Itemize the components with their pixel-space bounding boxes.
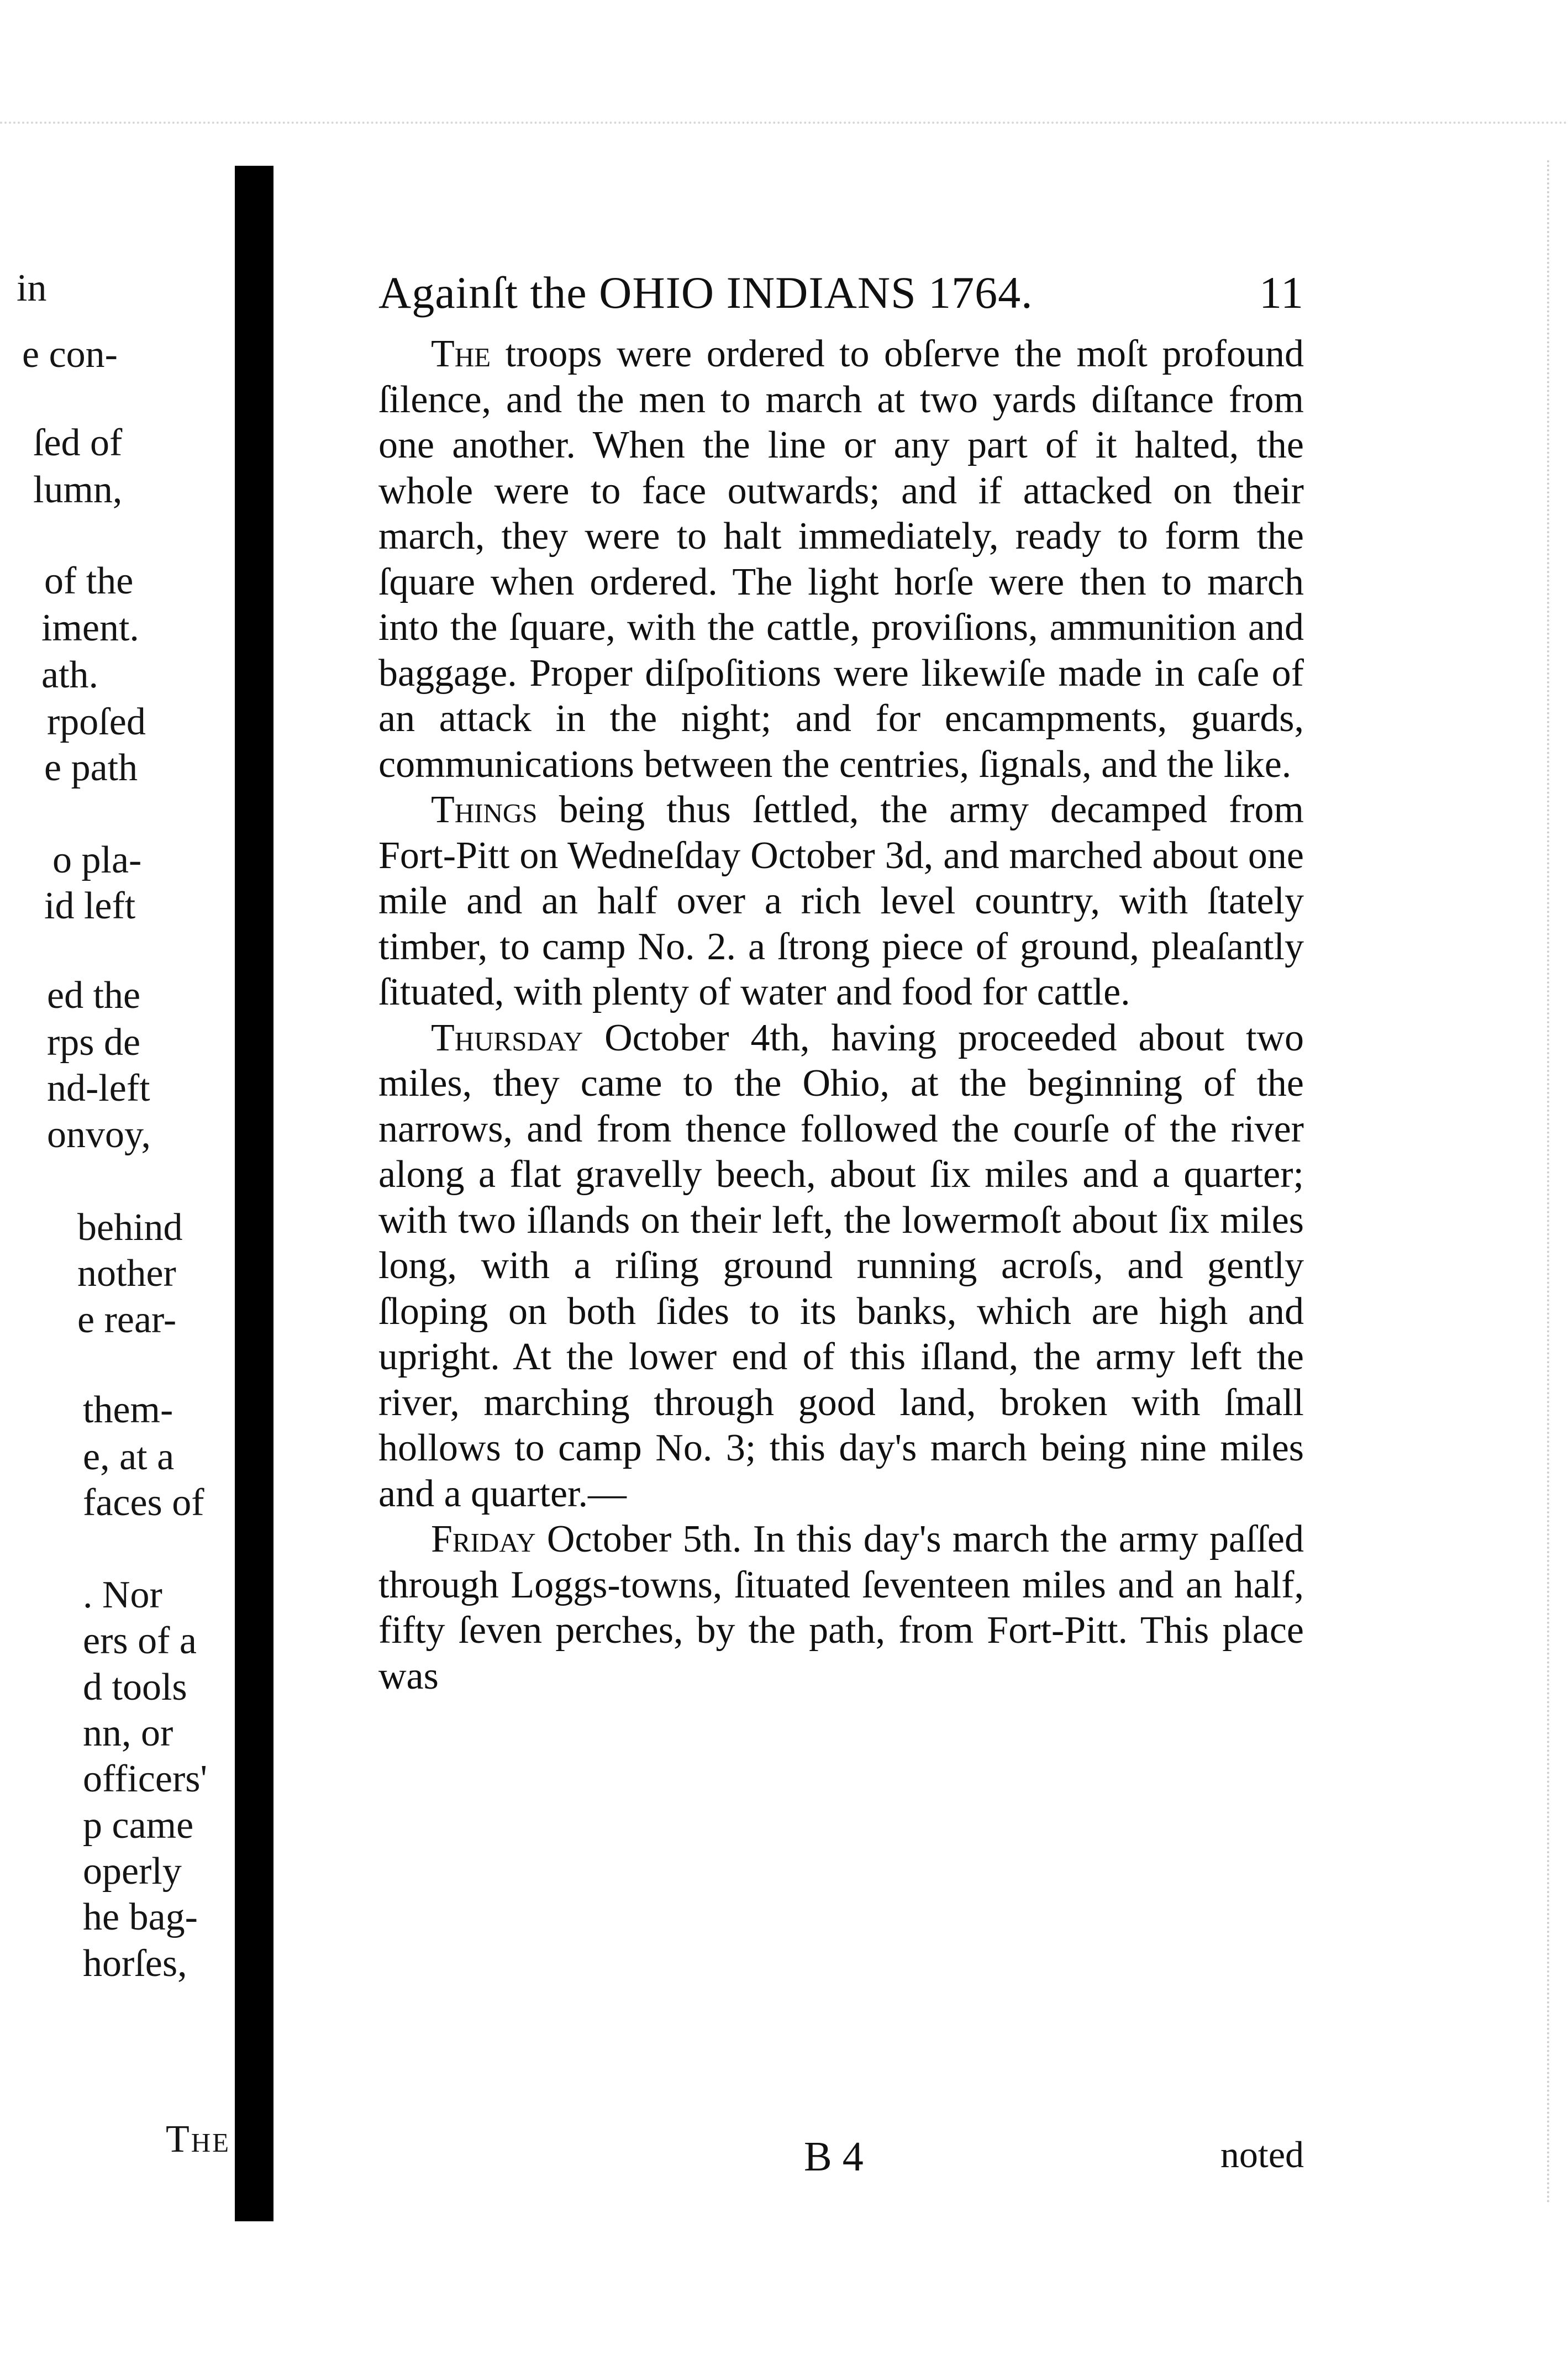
facing-page-line: ers of a <box>83 1620 197 1662</box>
paragraph <box>378 1016 1304 1517</box>
paragraph-lead-word: Friday <box>431 1518 536 1560</box>
facing-page-line: e con- <box>22 333 118 376</box>
facing-page-catchword: The <box>166 2118 231 2161</box>
catchword: noted <box>1220 2133 1304 2175</box>
paragraph <box>378 1517 1304 1699</box>
facing-page-line: iment. <box>41 607 139 649</box>
facing-page-line: d tools <box>83 1666 187 1709</box>
binding-shadow <box>235 166 273 2221</box>
signature-mark: B 4 <box>804 2133 864 2180</box>
paragraph-lead-word: Things <box>431 789 538 831</box>
page-top-edge <box>0 122 1568 146</box>
facing-page-line: o pla- <box>52 839 142 881</box>
paragraph-text: October 4th, having proceeded about two miles, they came to the Ohio, at the beginning of the narrows, and from thence followed the courſe of the river along a flat gravelly beech, about ſix miles and a quarter; with two iſlands on their left, the lowermoſt about ſix miles long, with a riſing ground running acroſs, and gently ſloping on both ſides to its banks, which are high and upright. At the lower end of this iſland, the army left the river, marching through good land, broken with ſmall hollows to camp No. 3; this day's march being nine miles and a quarter.— <box>378 1016 1304 1515</box>
facing-page-line: ſed of <box>33 422 123 464</box>
running-title: Againſt the OHIO INDIANS 1764. <box>378 267 1033 318</box>
paragraph-lead-word: The <box>431 333 491 375</box>
facing-page-line: ed the <box>47 974 141 1017</box>
facing-page-line: faces of <box>83 1481 204 1524</box>
running-head <box>378 265 1304 332</box>
page-right-edge <box>1547 160 1551 2205</box>
facing-page-line: of the <box>44 560 134 602</box>
paragraph-text: troops were ordered to obſerve the moſt profound ſilence, and the men to march at two yards diſtance from one another. When the line or any part of it halted, the whole were to face outwards; and if attacked on their march, they were to halt immediately, ready to form the ſquare when ordered. The light horſe were then to march into the ſquare, with the cattle, proviſions, ammunition and baggage. Proper diſpoſitions were likewiſe made in caſe of an attack in the night; and for encampments, guards, communications between the centries, ſignals, and the like. <box>378 333 1304 786</box>
facing-page-line: them- <box>83 1389 173 1431</box>
paragraph-text: October 5th. In this day's march the army paſſed through Loggs-towns, ſituated ſeventeen miles and an half, fifty ſeven perches, by the path, from Fort-Pitt. This place was <box>378 1518 1304 1697</box>
facing-page-line: operly <box>83 1850 182 1893</box>
page-number: 11 <box>1259 267 1304 318</box>
facing-page-line: he bag- <box>83 1896 198 1938</box>
facing-page-line: nn, or <box>83 1712 173 1754</box>
facing-page-line: e path <box>44 747 138 789</box>
facing-page-line: onvoy, <box>47 1113 151 1156</box>
facing-page-line: nd-left <box>47 1067 150 1110</box>
facing-page-line: e, at a <box>83 1436 175 1478</box>
facing-page-line: rps de <box>47 1021 141 1064</box>
facing-page-line: rpoſed <box>47 701 146 743</box>
facing-page-line: horſes, <box>83 1942 187 1985</box>
page-body <box>378 265 1304 1699</box>
facing-page-line: officers' <box>83 1758 208 1800</box>
paragraph-text: being thus ſettled, the army decamped from Fort-Pitt on Wedneſday October 3d, and marched about one mile and an half over a rich level country, with ſtately timber, to camp No. 2. a ſtrong piece of ground, pleaſantly ſituated, with plenty of water and food for cattle. <box>378 789 1304 1013</box>
facing-page-line: lumn, <box>33 469 123 511</box>
facing-page-line: behind <box>77 1206 183 1249</box>
page-footer <box>378 2133 1304 2188</box>
facing-page-line: ath. <box>41 654 99 696</box>
facing-page-line: e rear- <box>77 1299 177 1341</box>
paragraph <box>378 787 1304 1016</box>
facing-page-line: nother <box>77 1252 176 1295</box>
facing-page-line: in <box>17 267 47 309</box>
paragraph-lead-word: Thursday <box>431 1016 583 1059</box>
facing-page-line: p came <box>83 1804 194 1847</box>
facing-page-line: . Nor <box>83 1574 162 1616</box>
paragraph <box>378 332 1304 787</box>
facing-page-line: id left <box>44 885 136 927</box>
